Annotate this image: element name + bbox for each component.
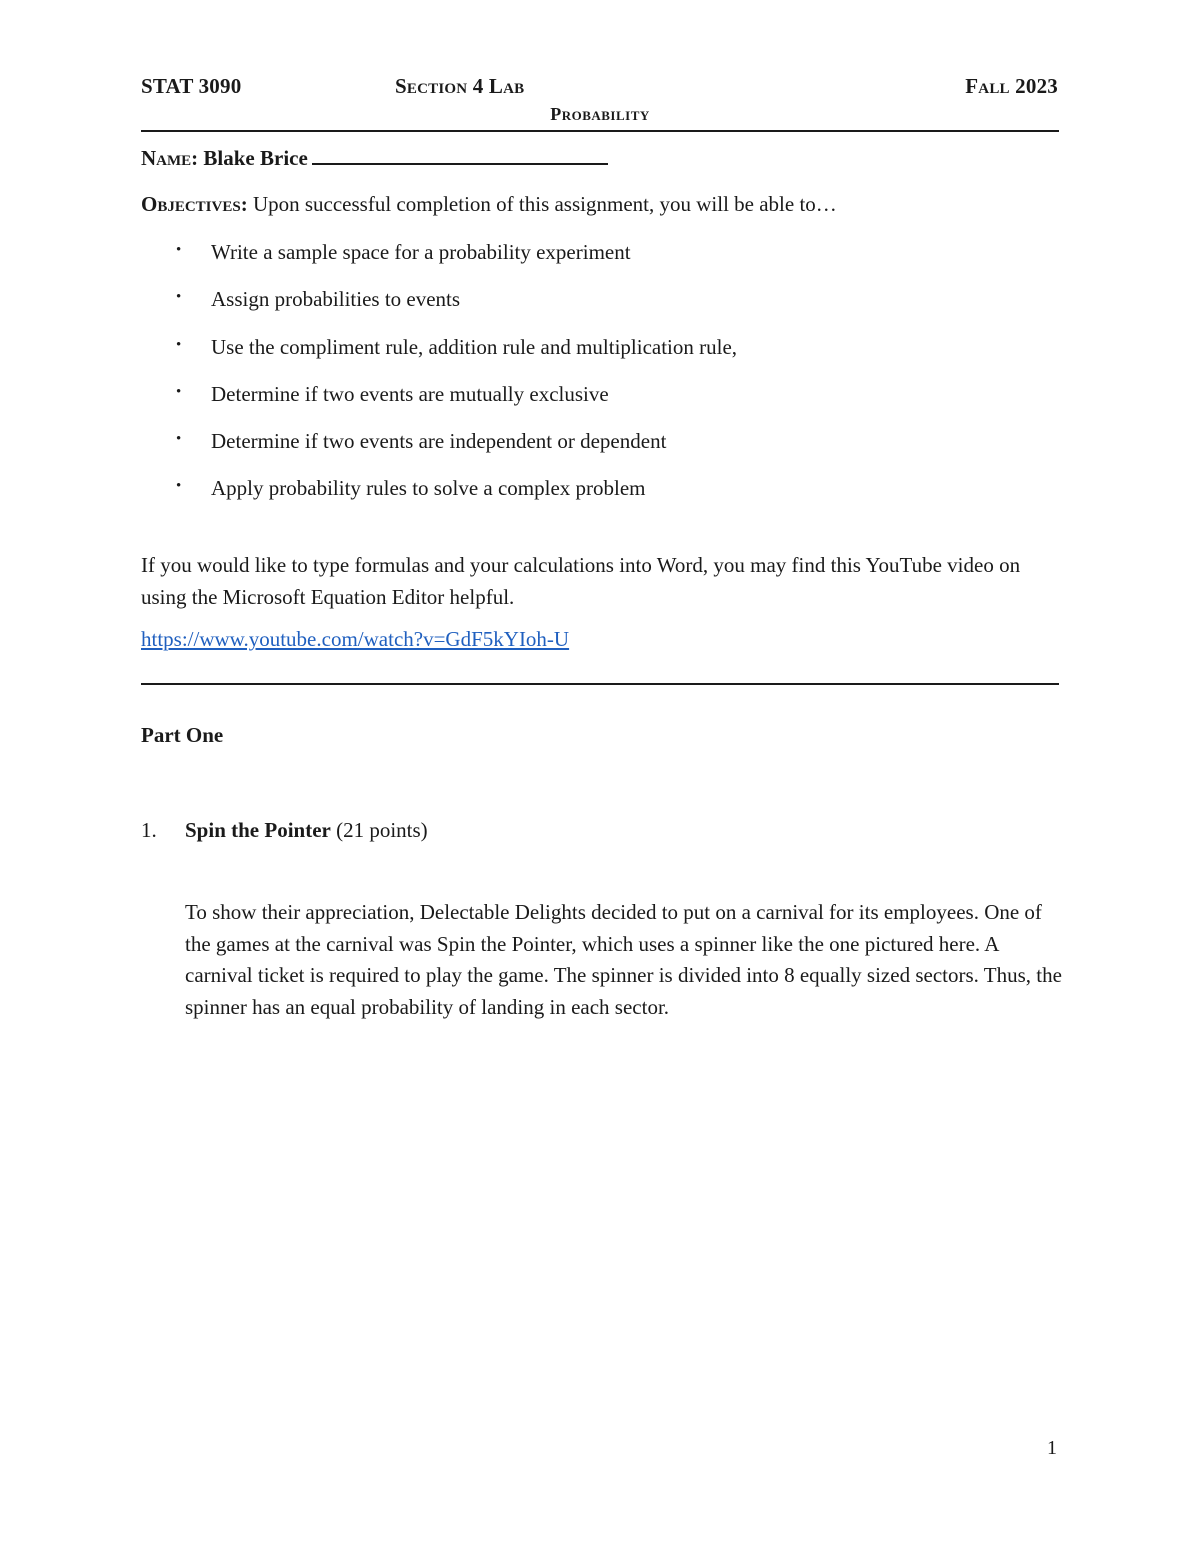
question-points: (21 points) (336, 818, 428, 842)
part-heading: Part One (141, 723, 224, 747)
section-title: Section 4 Lab (395, 74, 525, 98)
name-line (141, 145, 608, 171)
document-subtitle: Probability (550, 104, 650, 124)
objectives-line (141, 192, 837, 217)
question-number: 1. (141, 818, 157, 842)
term-label: Fall 2023 (965, 74, 1058, 98)
question-body: To show their appreciation, Delectable Delights decided to put on a carnival for its employees. One of the games at the carnival was Spin the Pointer, which uses a spinner like the one pictured here. A carnival ticket is required to play the game. The spinner is divided into 8 equally sized sectors. Thus, the spinner has an equal probability of landing in each sector. (185, 900, 1062, 1019)
bullet-icon: • (176, 242, 182, 258)
bullet-icon: • (176, 289, 182, 305)
youtube-link[interactable]: https://www.youtube.com/watch?v=GdF5kYIoh-U (141, 627, 570, 651)
bullet-icon: • (176, 384, 182, 400)
objectives-intro: Upon successful completion of this assignment, you will be able to… (252, 192, 837, 216)
bullet-icon: • (176, 337, 182, 353)
question-title-line (185, 818, 428, 843)
page-number: 1 (1047, 1437, 1057, 1459)
name-label: Name: (141, 146, 199, 170)
document-page: STAT 3090 Section 4 Lab Fall 2023 Probability Name: Blake Brice Objectives: Upon successful completion of this assignment, you will be able to… • Write a sample space for a probability experiment • Assign probabilities to events • Use the compliment rule, addition rule and multiplication rule, • Determine if two events are mutually exclusive • Determine if two events are independent or dependent • Apply probability rules to solve a complex problem If you would like to type formulas and your calculations into Word, you may find this YouTube video on using the Microsoft Equation Editor helpful. https://www.youtube.com/watch?v=GdF5kYIoh-U Part One 1. Spin the Pointer (21 points) To show their appreciation, Delectable Delights decided to put on a carnival for its employees. One of the games at the carnival was Spin the Pointer, which uses a spinner like the one pictured here. A carnival ticket is required to play the game. The spinner is divided into 8 equally sized sectors. Thus, the spinner has an equal probability of landing in each sector. 1 (0, 0, 1200, 1553)
name-value: Blake Brice (203, 146, 308, 170)
course-code: STAT 3090 (141, 74, 242, 98)
header-divider (141, 130, 1059, 132)
equation-editor-note: If you would like to type formulas and your calculations into Word, you may find this YouTube video on using the Microsoft Equation Editor helpful. (141, 553, 1021, 609)
objectives-label: Objectives: (141, 192, 248, 216)
section-divider (141, 683, 1059, 685)
bullet-icon: • (176, 478, 182, 494)
question-title: Spin the Pointer (185, 818, 331, 842)
name-blank-line (312, 145, 608, 165)
bullet-icon: • (176, 431, 182, 447)
